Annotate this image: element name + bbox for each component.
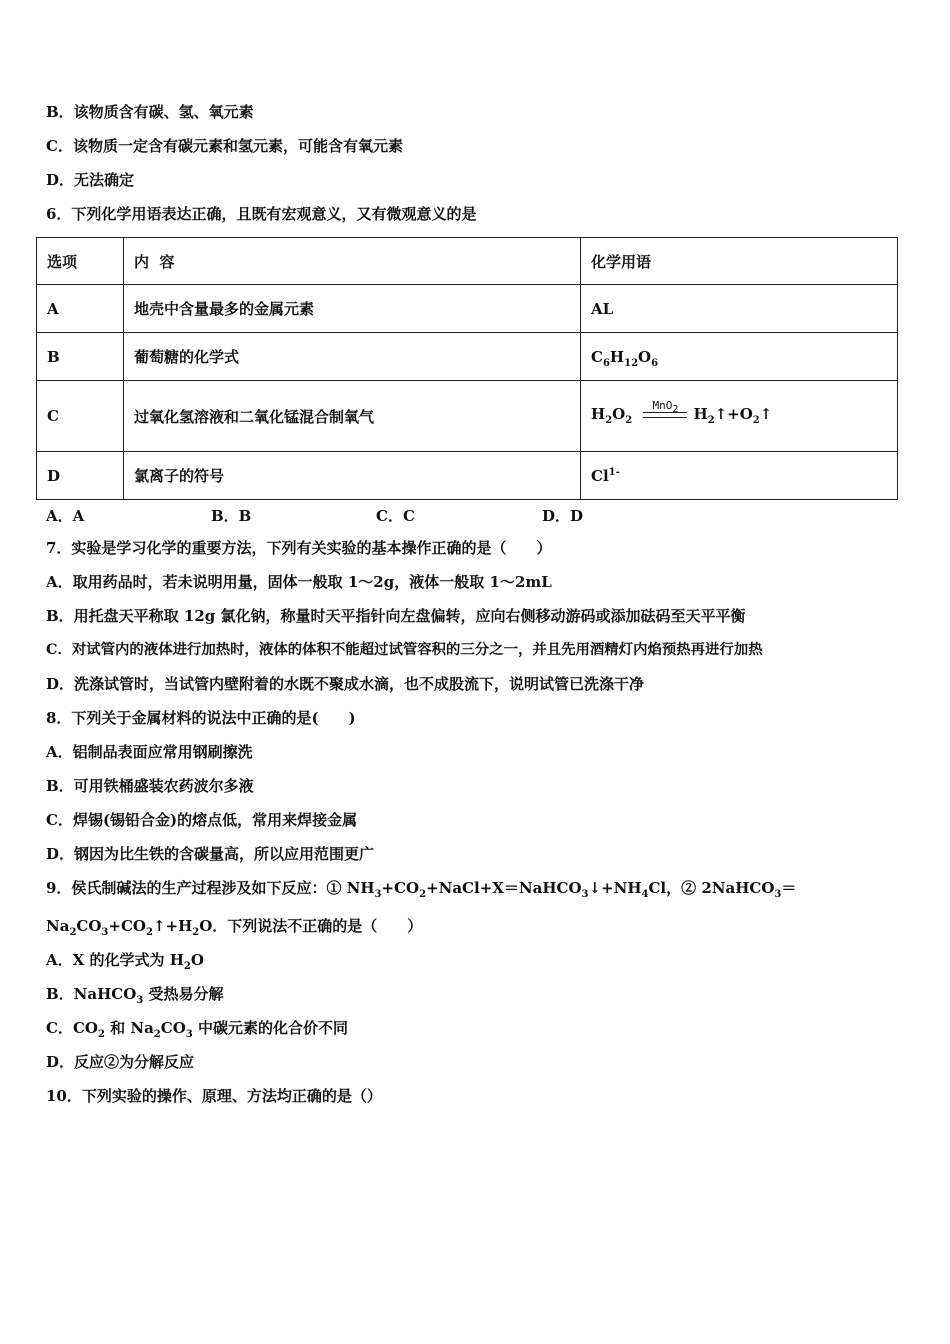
chem-table <box>36 237 898 500</box>
equation-h2o2: $H_2O_2$ <box>591 404 633 426</box>
catalyst-condition <box>643 400 687 418</box>
row-option: D <box>37 452 124 500</box>
table-row <box>37 333 898 381</box>
q8-option-d: D．钢因为比生铁的含碳量高，所以应用范围更广 <box>46 845 375 863</box>
q9-option-d: D．反应②为分解反应 <box>46 1053 195 1071</box>
row-term <box>581 381 898 452</box>
catalyst-label: MnO$_2$ <box>652 398 679 415</box>
question-6: 6．下列化学用语表达正确，且既有宏观意义，又有微观意义的是 <box>46 205 477 223</box>
q8-option-c: C．焊锡(锡铅合金)的熔点低，常用来焊接金属 <box>46 811 358 829</box>
row-option: B <box>37 333 124 381</box>
row-content: 地壳中含量最多的金属元素 <box>124 285 581 333</box>
row-content: 葡萄糖的化学式 <box>124 333 581 381</box>
q7-option-b: B．用托盘天平称取 12g 氯化钠，称量时天平指针向左盘偏转，应向右侧移动游码或添加砝码至天平平衡 <box>46 607 746 625</box>
question-7: 7．实验是学习化学的重要方法，下列有关实验的基本操作正确的是（ ） <box>46 539 552 557</box>
question-9-cont: $Na_2CO_3+CO_2↑+H_2O$．下列说法不正确的是（ ） <box>46 917 423 938</box>
table-row <box>37 285 898 333</box>
q8-option-a: A．铝制品表面应常用钢刷擦洗 <box>46 743 253 761</box>
choice-d: D．D <box>542 507 584 525</box>
q9-option-b: B．NaHCO$_3$ 受热易分解 <box>46 985 224 1006</box>
header-content: 内 容 <box>124 238 581 285</box>
row-term: AL <box>581 285 898 333</box>
q5-option-d: D．无法确定 <box>46 171 135 189</box>
row-option: C <box>37 381 124 452</box>
row-term <box>581 452 898 500</box>
q7-option-d: D．洗涤试管时，当试管内壁附着的水既不聚成水滴，也不成股流下，说明试管已洗涤干净 <box>46 675 645 693</box>
header-option: 选项 <box>37 238 124 285</box>
choice-a: A．A <box>46 507 85 525</box>
header-term: 化学用语 <box>581 238 898 285</box>
table-row <box>37 381 898 452</box>
formula-glucose: $C_6H_{12}O_6$ <box>591 347 659 369</box>
row-content: 氯离子的符号 <box>124 452 581 500</box>
choice-c: C．C <box>376 507 415 525</box>
q8-option-b: B．可用铁桶盛装农药波尔多液 <box>46 777 254 795</box>
q9-option-c: C．$CO_2$ 和 $Na_2CO_3$ 中碳元素的化合价不同 <box>46 1019 348 1040</box>
table-header-row <box>37 238 898 285</box>
question-8: 8．下列关于金属材料的说法中正确的是( ) <box>46 709 356 727</box>
q5-option-b: B．该物质含有碳、氢、氧元素 <box>46 103 254 121</box>
question-10: 10．下列实验的操作、原理、方法均正确的是（） <box>46 1087 382 1105</box>
choice-b: B．B <box>211 507 252 525</box>
q9-option-a: A．X 的化学式为 $H_2O$ <box>46 951 204 972</box>
q7-option-a: A．取用药品时，若未说明用量，固体一般取 1～2g，液体一般取 1～2mL <box>46 573 552 591</box>
equals-bars <box>643 412 687 418</box>
equation-products: $H_2↑+O_2↑$ <box>693 404 773 426</box>
formula-chloride: $Cl^{1-}$ <box>591 466 620 485</box>
q7-option-c: C．对试管内的液体进行加热时，液体的体积不能超过试管容积的三分之一，并且先用酒精灯内焰预热再进行加热 <box>46 641 763 658</box>
row-content: 过氧化氢溶液和二氧化锰混合制氧气 <box>124 381 581 452</box>
table-row <box>37 452 898 500</box>
q5-option-c: C．该物质一定含有碳元素和氢元素，可能含有氧元素 <box>46 137 403 155</box>
question-9: 9．侯氏制碱法的生产过程涉及如下反应：① $NH_3+CO_2+NaCl+X=NaHCO_3↓+NH_4Cl$，② 2NaHCO$_3$＝ <box>46 879 797 900</box>
row-option: A <box>37 285 124 333</box>
row-term <box>581 333 898 381</box>
